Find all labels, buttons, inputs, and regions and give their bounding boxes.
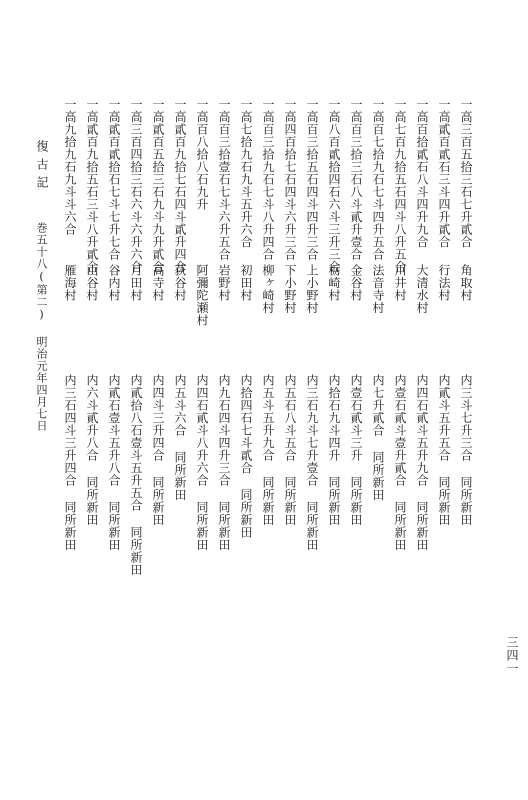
entry-yield: 一高三百五拾三石七升貳合 <box>459 98 473 248</box>
entry-note: 内貳石壹斗五升八合 同所新田 <box>107 374 121 551</box>
entry-note: 内貳拾八石壹斗五升五合 同所新田 <box>129 374 143 576</box>
entry-yield: 一高四百拾七石四斗六升三合 <box>283 98 297 261</box>
entry-village: 谷内村 <box>107 264 121 302</box>
entry-yield: 一高三百四拾三石六斗六升六合 <box>129 98 143 273</box>
entry-village: 金谷村 <box>349 264 363 302</box>
entry-note: 内壹石貳斗壹升貳合 同所新田 <box>393 374 407 551</box>
entry-note: 内拾四石七斗貳合 同所新田 <box>239 374 253 539</box>
entry-yield: 一高貳百貳拾石七斗七升七合 <box>107 98 121 261</box>
entry-village: 角取村 <box>459 264 473 302</box>
entry-village: 川井村 <box>393 264 407 302</box>
entry-note: 内五斗五升九合 同所新田 <box>261 374 275 526</box>
entry-village: 高寺村 <box>151 264 165 302</box>
entry-village: 法音寺村 <box>371 264 385 314</box>
entry-village: 柳ヶ崎村 <box>261 264 275 314</box>
entry-village: 大清水村 <box>415 264 429 314</box>
entry-note: 内六斗貳升八合 同所新田 <box>85 374 99 526</box>
entry-note: 内貳斗五升五合 同所新田 <box>437 374 451 526</box>
entry-note: 内三石四斗三升四合 同所新田 <box>63 374 77 551</box>
entry-village: 月田村 <box>129 264 143 302</box>
entry-village: 下小野村 <box>283 264 297 314</box>
entry-yield: 一高七百九拾五石四斗八升五合 <box>393 98 407 273</box>
entry-yield: 一高貳百五拾三石九斗九升貳合 <box>151 98 165 273</box>
entry-yield: 一高八百貳拾四石六斗三升三合 <box>327 98 341 273</box>
entry-note: 内拾石九斗四升 同所新田 <box>327 374 341 526</box>
entry-yield: 一高九拾九石九斗斗六合 <box>63 98 77 236</box>
entry-note: 内七升貳合 同所新田 <box>371 374 385 501</box>
volume-info: 巻五十八(第二) 明治元年四月七日 <box>35 222 48 432</box>
entry-village: 栃崎村 <box>327 264 341 302</box>
entry-yield: 一高百八拾八石九升 <box>195 98 209 211</box>
entry-village: 雁海村 <box>63 264 77 302</box>
entry-yield: 一高百三拾五石四斗四升三合 <box>305 98 319 261</box>
book-title: 復古記 <box>35 140 49 194</box>
entry-note: 内四石貳斗五升九合 同所新田 <box>415 374 429 551</box>
entry-yield: 一高貳百貳石三斗四升貳合 <box>437 98 451 248</box>
entry-note: 内三斗七升三合 同所新田 <box>459 374 473 526</box>
entry-note: 内五石八斗五合 同所新田 <box>283 374 297 526</box>
entry-village: 岩野村 <box>217 264 231 302</box>
entry-yield: 一高貳百九拾七石四斗貳升四合 <box>173 98 187 273</box>
entry-village: 行法村 <box>437 264 451 302</box>
entry-note: 内九石四斗四升三合 同所新田 <box>217 374 231 551</box>
entry-yield: 一高百拾貳石八斗四升九合 <box>415 98 429 248</box>
page-number: 三四一 <box>505 636 519 675</box>
entry-note: 内五斗六合 同所新田 <box>173 374 187 501</box>
entry-village: 荻谷村 <box>173 264 187 302</box>
entry-yield: 一高貳百九拾五石三斗八升貳合 <box>85 98 99 273</box>
entry-village: 初田村 <box>239 264 253 302</box>
entry-village: 上小野村 <box>305 264 319 314</box>
entry-note: 内四石貳斗八升六合 同所新田 <box>195 374 209 551</box>
entry-note: 内四斗三升四合 同所新田 <box>151 374 165 526</box>
entry-yield: 一高百三拾三石八斗貳升壹合 <box>349 98 363 261</box>
entry-yield: 一高百三拾九石七斗八升四合 <box>261 98 275 261</box>
entry-village: 阿彌陀瀬村 <box>195 264 209 327</box>
entry-yield: 一高百七拾九石七斗四升五合 <box>371 98 385 261</box>
entry-yield: 一高七拾九石九斗五升六合 <box>239 98 253 248</box>
entry-note: 内壹石貳斗三升 同所新田 <box>349 374 363 526</box>
entry-yield: 一高百三拾壹石七斗六升五合 <box>217 98 231 261</box>
entry-village: 山谷村 <box>85 264 99 302</box>
entry-note: 内三石九斗七升壹合 同所新田 <box>305 374 319 551</box>
